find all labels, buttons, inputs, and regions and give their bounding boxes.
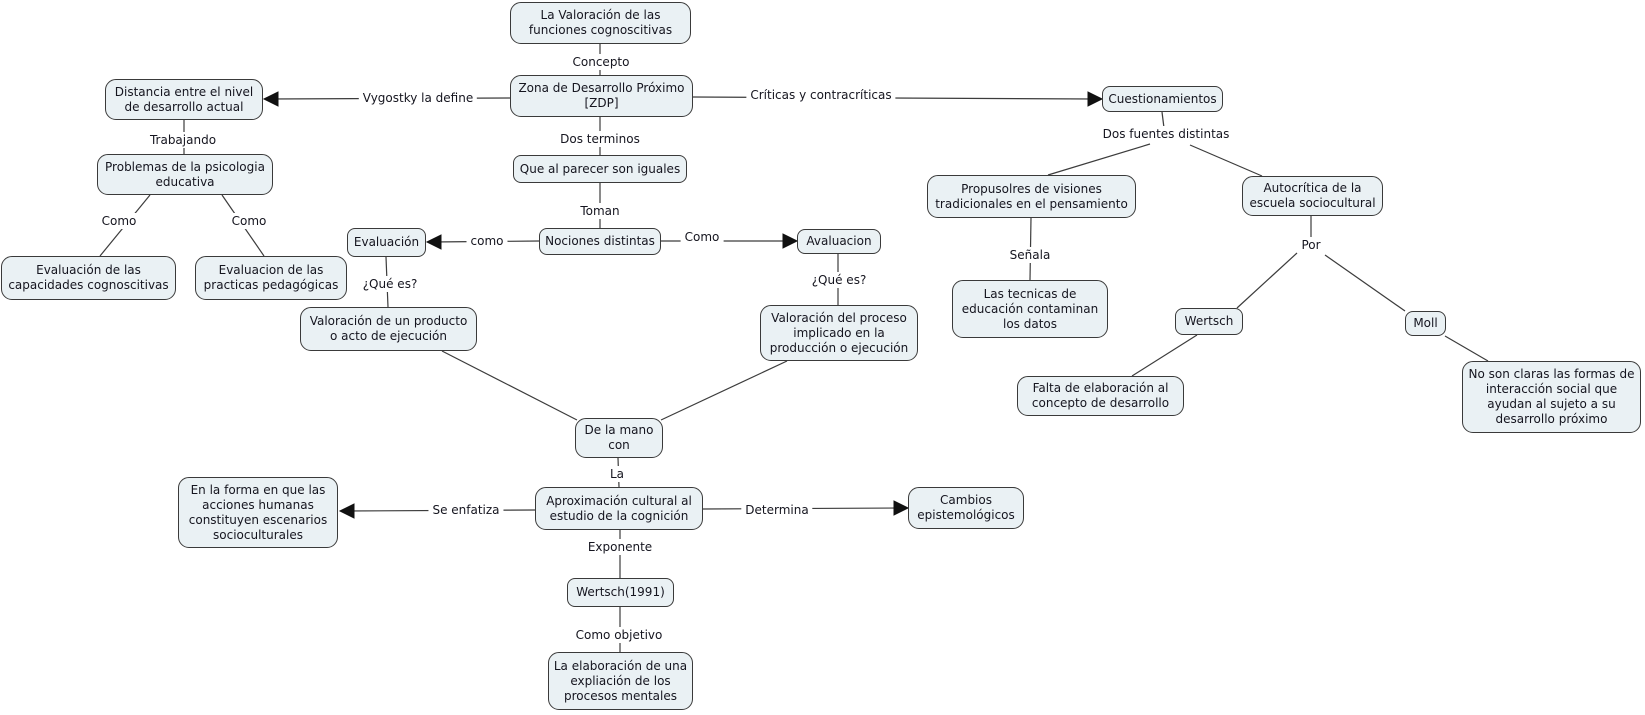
connector-line <box>1325 255 1405 311</box>
connector-line <box>1048 144 1150 175</box>
link-label-exponente[interactable]: Exponente <box>584 539 656 555</box>
link-label-concepto[interactable]: Concepto <box>569 54 634 70</box>
arrowhead-right <box>894 501 908 515</box>
link-label-criticas[interactable]: Críticas y contracríticas <box>746 87 895 103</box>
arrowhead-right <box>783 234 797 248</box>
arrowhead-left <box>264 92 278 106</box>
link-label-como-evaluacion[interactable]: como <box>467 233 508 249</box>
connector-line <box>1237 253 1297 308</box>
concept-node-falta[interactable]: Falta de elaboración al concepto de desarrollo <box>1017 376 1184 416</box>
arrowhead-right <box>1088 92 1102 106</box>
link-label-como-left[interactable]: Como <box>98 213 141 229</box>
concept-node-propusolres[interactable]: Propusolres de visiones tradicionales en el pensamiento <box>927 175 1136 218</box>
link-label-la[interactable]: La <box>606 466 628 482</box>
concept-node-eval-practicas[interactable]: Evaluacion de las practicas pedagógicas <box>195 256 347 300</box>
concept-node-en-la-forma[interactable]: En la forma en que las acciones humanas constituyen escenarios socioculturales <box>178 477 338 548</box>
link-label-como-avaluacion[interactable]: Como <box>681 229 724 245</box>
concept-node-no-claras[interactable]: No son claras las formas de interacción social que ayudan al sujeto a su desarrollo próximo <box>1462 361 1641 433</box>
connector-line <box>442 351 577 420</box>
link-label-determina[interactable]: Determina <box>741 502 812 518</box>
concept-node-moll[interactable]: Moll <box>1405 311 1446 336</box>
concept-node-eval-capacidades[interactable]: Evaluación de las capacidades cognoscitivas <box>1 256 176 300</box>
concept-node-aproximacion[interactable]: Aproximación cultural al estudio de la cognición <box>535 487 703 530</box>
concept-node-wertsch[interactable]: Wertsch <box>1175 308 1243 335</box>
link-label-dos-terminos[interactable]: Dos terminos <box>556 131 644 147</box>
link-label-se-enfatiza[interactable]: Se enfatiza <box>428 502 503 518</box>
concept-node-valoracion-title[interactable]: La Valoración de las funciones cognoscitivas <box>510 2 691 44</box>
concept-node-wertsch-1991[interactable]: Wertsch(1991) <box>567 578 674 607</box>
arrowhead-left <box>340 504 354 518</box>
link-label-senala[interactable]: Señala <box>1006 247 1055 263</box>
concept-node-problemas[interactable]: Problemas de la psicologia educativa <box>97 154 273 195</box>
connector-line <box>1445 336 1488 361</box>
concept-node-nociones[interactable]: Nociones distintas <box>539 228 661 255</box>
concept-node-val-producto[interactable]: Valoración de un producto o acto de ejecución <box>300 307 477 351</box>
link-label-por[interactable]: Por <box>1297 237 1324 253</box>
concept-node-de-la-mano[interactable]: De la mano con <box>575 418 663 458</box>
link-label-como-right[interactable]: Como <box>228 213 271 229</box>
concept-node-val-proceso[interactable]: Valoración del proceso implicado en la producción o ejecución <box>760 305 918 361</box>
concept-node-elaboracion[interactable]: La elaboración de una expliación de los procesos mentales <box>548 652 693 710</box>
link-label-que-es-left[interactable]: ¿Qué es? <box>359 276 422 292</box>
concept-node-zdp[interactable]: Zona de Desarrollo Próximo [ZDP] <box>510 75 693 117</box>
connector-line <box>1190 145 1262 176</box>
link-label-trabajando[interactable]: Trabajando <box>146 132 220 148</box>
connector-line <box>1132 335 1197 376</box>
link-label-como-objetivo[interactable]: Como objetivo <box>572 627 667 643</box>
concept-node-cambios[interactable]: Cambios epistemológicos <box>908 487 1024 529</box>
link-label-dos-fuentes[interactable]: Dos fuentes distintas <box>1099 126 1234 142</box>
concept-node-autocritica[interactable]: Autocrítica de la escuela sociocultural <box>1242 176 1383 216</box>
concept-node-evaluacion[interactable]: Evaluación <box>347 228 426 257</box>
concept-node-cuestionamientos[interactable]: Cuestionamientos <box>1102 86 1223 112</box>
concept-node-iguales[interactable]: Que al parecer son iguales <box>513 155 687 183</box>
connector-line <box>661 361 787 420</box>
link-label-que-es-right[interactable]: ¿Qué es? <box>808 272 871 288</box>
concept-node-tecnicas[interactable]: Las tecnicas de educación contaminan los datos <box>952 280 1108 338</box>
link-label-vygostky[interactable]: Vygostky la define <box>359 90 477 106</box>
link-label-toman[interactable]: Toman <box>576 203 623 219</box>
arrowhead-left <box>427 235 441 249</box>
concept-node-distancia[interactable]: Distancia entre el nivel de desarrollo actual <box>105 79 263 120</box>
concept-node-avaluacion[interactable]: Avaluacion <box>797 229 881 254</box>
